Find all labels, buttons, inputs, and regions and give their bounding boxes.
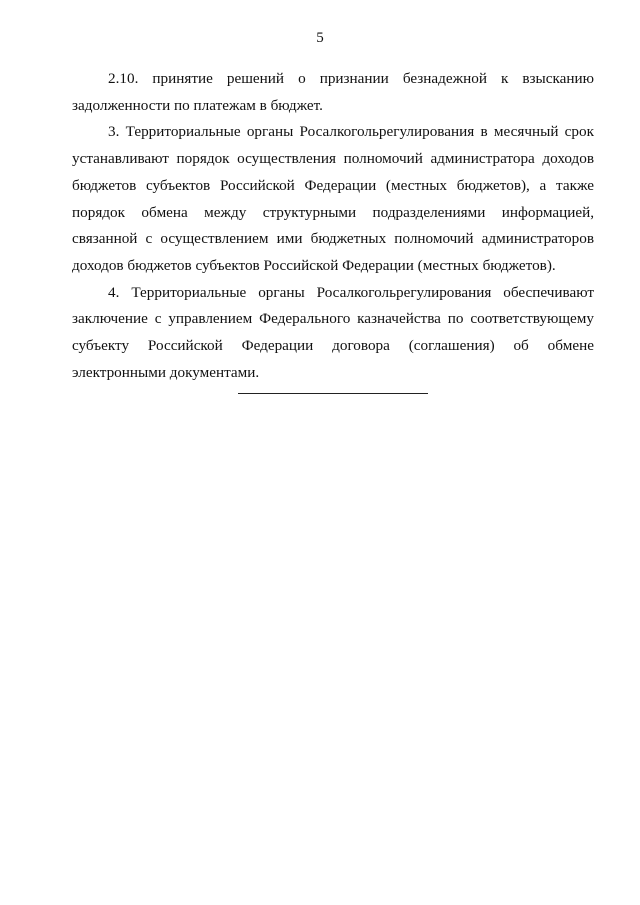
paragraph-2-10: 2.10. принятие решений о признании безнадежной к взысканию задолженности по платежам в бюджет. <box>72 70 594 114</box>
document-body <box>72 66 594 386</box>
page-number: 5 <box>316 30 324 46</box>
paragraph-4: 4. Территориальные органы Росалкогольрегулирования обеспечивают заключение с управлением Федерального казначейства по соответствующему субъекту Российской Федерации договора (соглашения) об обмене электронными документами. <box>72 283 594 381</box>
end-separator-line <box>238 393 428 394</box>
paragraph-3: 3. Территориальные органы Росалкогольрегулирования в месячный срок устанавливают порядок осуществления полномочий администратора доходов бюджетов субъектов Российской Федерации (местных бюджетов), а также порядок обмена между структурными подразделениями информацией, связанной с осуществлением ими бюджетных полномочий администраторов доходов бюджетов субъектов Российской Федерации (местных бюджетов). <box>72 123 594 274</box>
